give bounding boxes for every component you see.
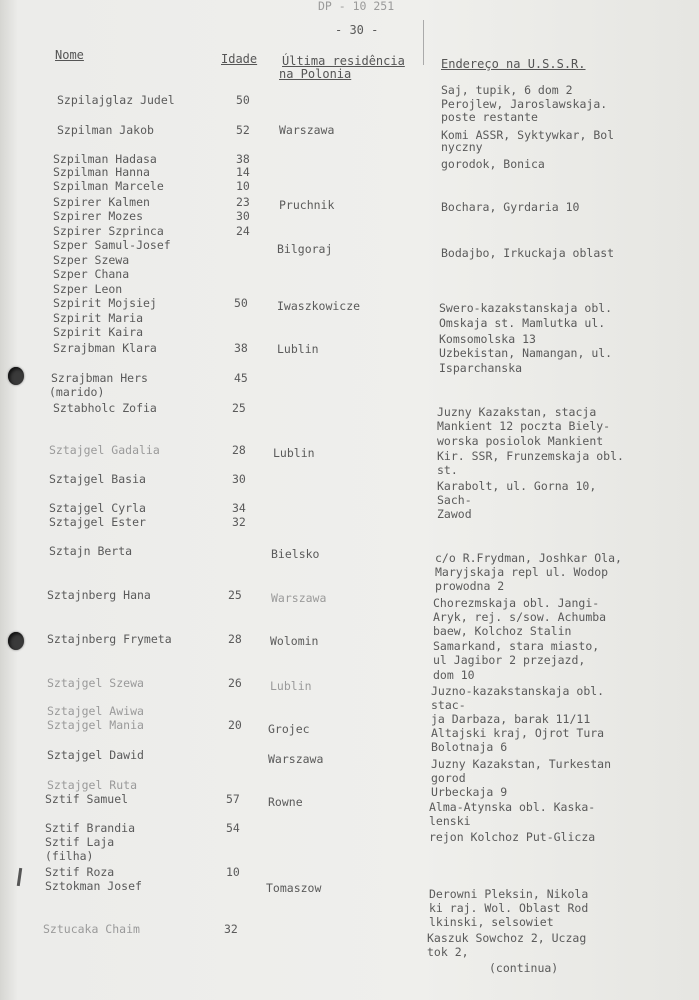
name-cell: Sztajn Berta (49, 544, 133, 558)
name-cell: Szpilajglaz Judel (57, 93, 175, 107)
address-line: baew, Kolchoz Stalin (433, 624, 572, 638)
name-cell: Szpirit Kaira (53, 325, 144, 339)
address-line: Juzny Kazakstan, Turkestan (431, 757, 612, 771)
address-line: Zawod (437, 507, 472, 521)
address-line: Isparchanska (439, 361, 523, 375)
age-cell: 10 (236, 179, 250, 193)
age-cell: 38 (234, 341, 248, 355)
name-cell: Szper Chana (53, 267, 130, 281)
address-line: lenski (429, 814, 471, 828)
header-residence-line1: Última residência (282, 54, 405, 68)
header-residence-line2: na Polonia (279, 67, 352, 81)
name-cell: Sztabholc Zofia (53, 401, 157, 415)
address-line: lkinski, selsowiet (429, 915, 554, 929)
name-cell: Sztajgel Szewa (47, 676, 144, 690)
address-line: Bochara, Gyrdaria 10 (441, 200, 580, 214)
age-cell: 50 (236, 93, 250, 107)
address-line: Omskaja st. Mamlutka ul. (439, 316, 606, 330)
name-cell: Sztif Brandia (45, 821, 136, 835)
name-cell: Sztajgel Ruta (47, 778, 138, 792)
name-cell: Sztajnberg Hana (47, 588, 151, 602)
address-line: Kir. SSR, Frunzemskaja obl. (437, 449, 624, 463)
name-cell: Sztif Samuel (45, 792, 129, 806)
age-cell: 52 (236, 123, 250, 137)
residence-cell: Rowne (268, 795, 303, 809)
address-line: Bodajbo, Irkuckaja oblast (441, 246, 615, 260)
name-cell: Sztif Laja (45, 835, 115, 849)
name-cell: Sztucaka Chaim (43, 922, 140, 936)
name-cell: (marido) (49, 385, 105, 399)
name-cell: Sztokman Josef (45, 879, 142, 893)
name-cell: Szrajbman Klara (53, 341, 157, 355)
address-line: st. (437, 463, 458, 477)
header-name: Nome (55, 48, 84, 62)
residence-cell: Wolomin (270, 634, 319, 648)
address-line: gorod (431, 771, 466, 785)
address-line: poste restante (441, 110, 538, 124)
name-cell: Szpirit Mojsiej (53, 296, 157, 310)
address-line: Altajski kraj, Ojrot Tura (431, 726, 605, 740)
age-cell: 50 (234, 296, 248, 310)
address-line: Kaszuk Sowchoz 2, Uczag (427, 931, 587, 945)
name-cell: Sztajgel Mania (47, 718, 144, 732)
residence-cell: Grojec (268, 722, 310, 736)
address-line: ki raj. Wol. Oblast Rod (429, 901, 589, 915)
name-cell: Szrajbman Hers (51, 371, 148, 385)
address-line: Saj, tupik, 6 dom 2 (441, 83, 573, 97)
column-divider (423, 20, 424, 65)
name-cell: Szper Leon (53, 282, 123, 296)
address-line: Alma-Atynska obl. Kaska- (429, 800, 596, 814)
address-line: Uzbekistan, Namangan, ul. (439, 346, 613, 360)
age-cell: 30 (232, 472, 246, 486)
name-cell: Sztajgel Gadalia (49, 443, 160, 457)
name-cell: Sztajgel Awiwa (47, 704, 144, 718)
address-line: worska posiolok Mankient (437, 434, 604, 448)
address-line: Samarkand, stara miasto, (433, 639, 600, 653)
residence-cell: Lublin (270, 679, 312, 693)
name-cell: Szpirer Mozes (53, 209, 144, 223)
address-line: Juzny Kazakstan, stacja (437, 405, 597, 419)
address-line: ul Jagibor 2 przejazd, (433, 653, 586, 667)
address-line: Komi ASSR, Syktywkar, Bol (441, 128, 615, 142)
address-line: c/o R.Frydman, Joshkar Ola, (435, 551, 622, 565)
name-cell: Sztif Roza (45, 865, 115, 879)
address-line: Derowni Pleksin, Nikola (429, 887, 589, 901)
name-cell: Szpirer Szprinca (53, 224, 164, 238)
residence-cell: Bielsko (271, 547, 320, 561)
address-line: gorodok, Bonica (441, 157, 545, 171)
residence-cell: Iwaszkowicze (277, 299, 361, 313)
name-cell: Sztajgel Ester (49, 515, 146, 529)
address-line: Aryk, rej. s/sow. Achumba (433, 610, 607, 624)
address-line: ja Darbaza, barak 11/11 (431, 712, 591, 726)
address-line: Karabolt, ul. Gorna 10, (437, 479, 597, 493)
address-line: Swero-kazakstanskaja obl. (439, 301, 613, 315)
age-cell: 23 (236, 195, 250, 209)
age-cell: 54 (226, 821, 240, 835)
address-line: Juzno-kazakstanskaja obl. (431, 684, 605, 698)
name-cell: Szpilman Hadasa (53, 152, 157, 166)
continued-note: (continua) (489, 961, 559, 975)
address-line: dom 10 (433, 668, 475, 682)
address-line: Perojlew, Jaroslawskaja. (441, 97, 608, 111)
name-cell: Szpirit Maria (53, 311, 144, 325)
age-cell: 25 (228, 588, 242, 602)
address-line: stac- (431, 698, 466, 712)
margin-mark (17, 868, 22, 886)
punch-hole (8, 632, 24, 650)
name-cell: Szpirer Kalmen (53, 195, 150, 209)
name-cell: Szpilman Jakob (57, 123, 154, 137)
name-cell: (filha) (45, 849, 94, 863)
name-cell: Szper Samul-Josef (53, 238, 171, 252)
name-cell: Szper Szewa (53, 253, 130, 267)
age-cell: 10 (226, 865, 240, 879)
name-cell: Sztajnberg Frymeta (47, 632, 172, 646)
age-cell: 32 (224, 922, 238, 936)
age-cell: 28 (232, 443, 246, 457)
address-line: tok 2, (427, 945, 469, 959)
address-line: Urbeckaja 9 (431, 785, 508, 799)
address-line: Sach- (437, 493, 472, 507)
name-cell: Sztajgel Cyrla (49, 501, 146, 515)
residence-cell: Pruchnik (279, 198, 335, 212)
address-line: rejon Kolchoz Put-Glicza (429, 830, 596, 844)
age-cell: 20 (228, 718, 242, 732)
age-cell: 57 (226, 792, 240, 806)
address-line: prowodna 2 (435, 579, 505, 593)
header-address: Endereço na U.S.S.R. (441, 57, 586, 71)
address-line: Komsomolska 13 (439, 332, 536, 346)
age-cell: 38 (236, 152, 250, 166)
address-line: Mankient 12 poczta Biely- (437, 419, 611, 433)
age-cell: 34 (232, 501, 246, 515)
residence-cell: Lublin (277, 342, 319, 356)
name-cell: Sztajgel Dawid (47, 748, 144, 762)
address-line: Maryjskaja repl ul. Wodop (435, 565, 609, 579)
age-cell: 25 (232, 401, 246, 415)
age-cell: 32 (232, 515, 246, 529)
age-cell: 24 (236, 224, 250, 238)
name-cell: Szpilman Marcele (53, 179, 164, 193)
residence-cell: Warszawa (268, 752, 324, 766)
residence-cell: Warszawa (271, 591, 327, 605)
address-line: Chorezmskaja obl. Jangi- (433, 596, 600, 610)
name-cell: Szpilman Hanna (53, 165, 150, 179)
residence-cell: Bilgoraj (277, 242, 333, 256)
residence-cell: Tomaszow (266, 881, 322, 895)
document-reference: DP - 10 251 (318, 0, 395, 13)
name-cell: Sztajgel Basia (49, 472, 146, 486)
age-cell: 28 (228, 632, 242, 646)
punch-hole (8, 367, 24, 385)
residence-cell: Warszawa (279, 123, 335, 137)
age-cell: 45 (234, 371, 248, 385)
address-line: Bolotnaja 6 (431, 740, 508, 754)
age-cell: 26 (228, 676, 242, 690)
residence-cell: Lublin (273, 446, 315, 460)
page-number: - 30 - (335, 23, 379, 37)
header-age: Idade (221, 52, 258, 66)
address-line: nyczny (441, 140, 483, 154)
age-cell: 14 (236, 165, 250, 179)
age-cell: 30 (236, 209, 250, 223)
